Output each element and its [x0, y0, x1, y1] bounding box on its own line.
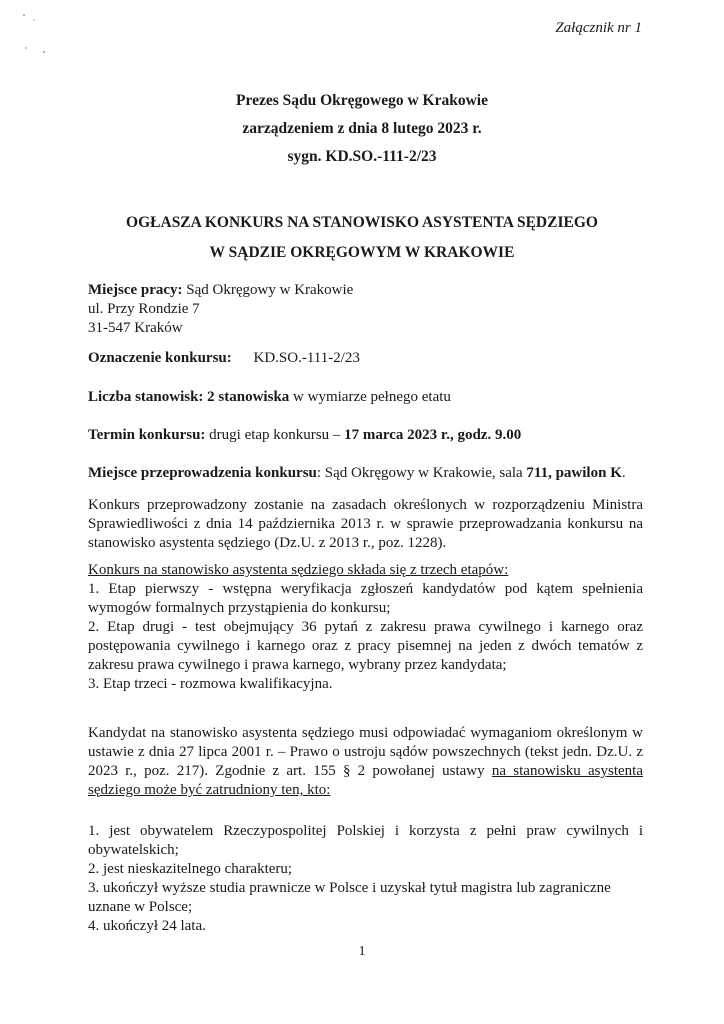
attachment-label: Załącznik nr 1	[555, 20, 642, 36]
venue-room: 711, pawilon K	[526, 465, 622, 481]
term-text: drugi etap konkursu –	[205, 427, 345, 443]
stages-section	[88, 561, 643, 694]
positions-row	[88, 388, 643, 407]
positions-rest: w wymiarze pełnego etatu	[289, 389, 451, 405]
positions-label: Liczba stanowisk: 2 stanowiska	[88, 389, 290, 405]
venue-end: .	[621, 465, 626, 481]
requirement-item-4: 4. ukończył 24 lata.	[88, 918, 206, 934]
designation-row	[88, 349, 643, 368]
term-label: Termin konkursu:	[88, 427, 206, 443]
requirement-item-3: 3. ukończył wyższe studia prawnicze w Polsce i uzyskał tytuł magistra lub zagraniczne uznane w Polsce;	[88, 880, 611, 915]
requirements-list	[88, 822, 643, 936]
issuer-line-2: zarządzeniem z dnia 8 lutego 2023 r.	[242, 120, 482, 137]
announcement-line-2: W SĄDZIE OKRĘGOWYM W KRAKOWIE	[209, 244, 515, 261]
stage-item-2: 2. Etap drugi - test obejmujący 36 pytań z zakresu prawa cywilnego i karnego oraz postępowania cywilnego i karnego oraz z pracy pisemnej na jeden z dwóch tematów z zakresu prawa cywilnego i prawa karnego, wybrany przez kandydata;	[88, 619, 643, 673]
venue-row	[88, 464, 643, 483]
designation-value: KD.SO.-111-2/23	[253, 350, 360, 366]
announcement-title	[0, 208, 724, 268]
requirement-item-1: 1. jest obywatelem Rzeczypospolitej Polskiej i korzysta z pełni praw cywilnych i obywatelskich;	[88, 823, 643, 858]
term-row	[88, 426, 643, 445]
issuer-header	[0, 87, 724, 171]
term-date: 17 marca 2023 r., godz. 9.00	[344, 427, 522, 443]
page-number: 1	[358, 944, 366, 959]
stages-heading: Konkurs na stanowisko asystenta sędziego składa się z trzech etapów:	[88, 562, 509, 578]
requirement-item-2: 2. jest nieskazitelnego charakteru;	[88, 861, 293, 877]
requirements-intro	[88, 724, 643, 800]
requirements-intro-underlined: na stanowisku asystenta sędziego może być zatrudniony ten, kto:	[88, 763, 644, 798]
workplace-label: Miejsce pracy:	[88, 282, 183, 298]
scan-specks	[20, 12, 60, 72]
venue-label: Miejsce przeprowadzenia konkursu	[88, 465, 317, 481]
announcement-line-1: OGŁASZA KONKURS NA STANOWISKO ASYSTENTA SĘDZIEGO	[126, 214, 598, 231]
venue-text: : Sąd Okręgowy w Krakowie, sala	[316, 465, 527, 481]
workplace-street: ul. Przy Rondzie 7	[88, 301, 200, 317]
workplace-name: Sąd Okręgowy w Krakowie	[182, 282, 354, 298]
designation-label: Oznaczenie konkursu:	[88, 350, 232, 366]
issuer-line-1: Prezes Sądu Okręgowego w Krakowie	[236, 92, 488, 109]
stage-item-1: 1. Etap pierwszy - wstępna weryfikacja zgłoszeń kandydatów pod kątem spełnienia wymogów formalnych przystąpienia do konkursu;	[88, 581, 643, 616]
workplace-block	[88, 281, 643, 338]
workplace-city: 31-547 Kraków	[88, 320, 183, 336]
legal-basis: Konkurs przeprowadzony zostanie na zasadach określonych w rozporządzeniu Ministra Sprawiedliwości z dnia 14 października 2013 r. w sprawie przeprowadzania konkursu na stanowisko asystenta sędziego (Dz.U. z 2013 r., poz. 1228).	[88, 497, 643, 551]
requirements-intro-text: Kandydat na stanowisko asystenta sędziego musi odpowiadać wymaganiom określonym w ustawie z dnia 27 lipca 2001 r. – Prawo o ustroju sądów powszechnych (tekst jedn. Dz.U. z 2023 r., poz. 217). Zgodnie z art. 155 § 2 powołanej ustawy	[88, 725, 643, 779]
issuer-line-3: sygn. KD.SO.-111-2/23	[287, 148, 437, 165]
stage-item-3: 3. Etap trzeci - rozmowa kwalifikacyjna.	[88, 676, 333, 692]
